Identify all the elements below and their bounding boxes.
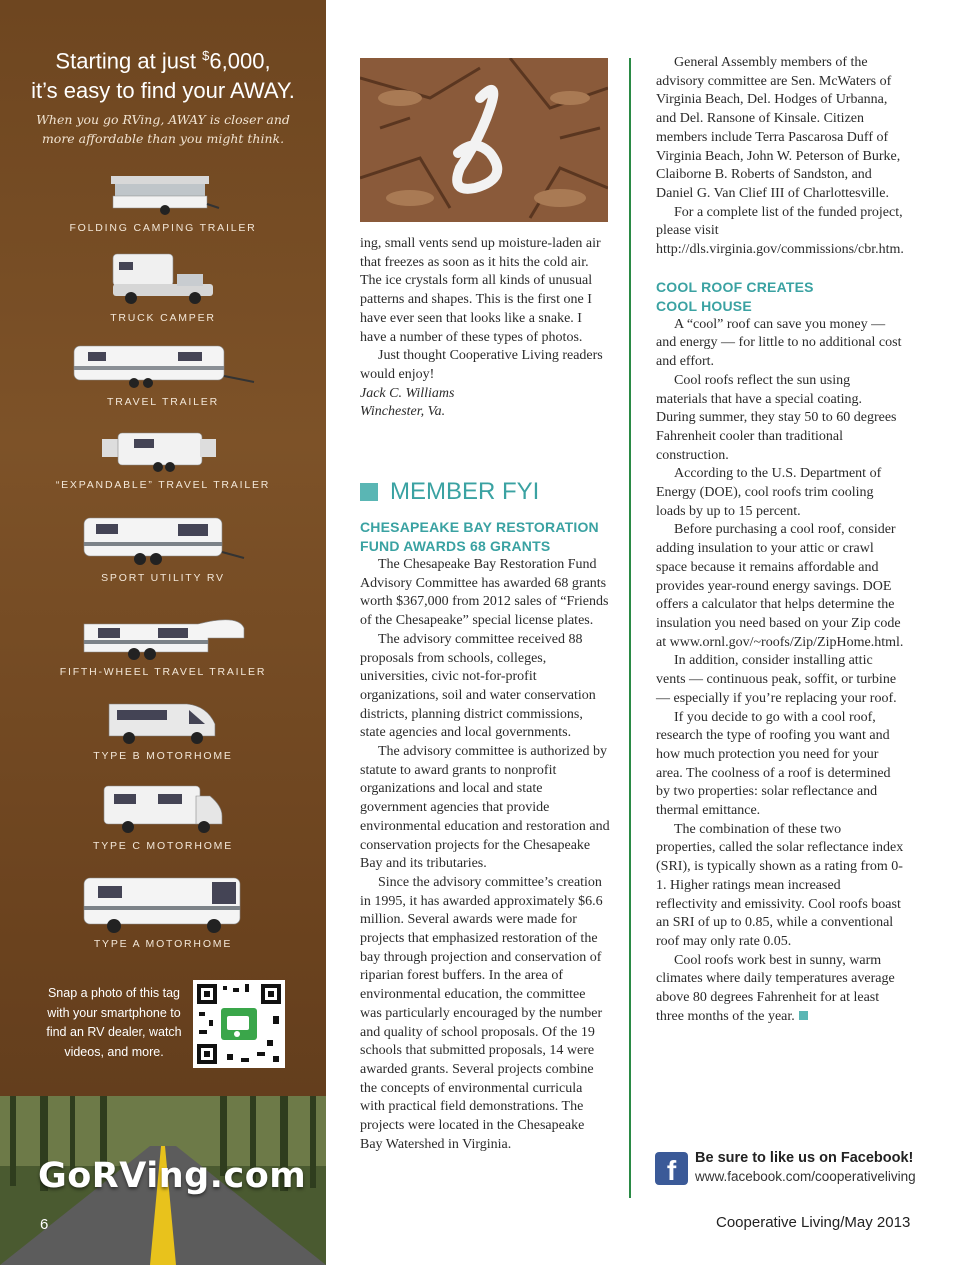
rv-item-type-b [0, 696, 326, 762]
column-divider [629, 58, 631, 1198]
rv-item-travel-trailer [0, 340, 326, 408]
sport-utility-rv-icon [78, 512, 248, 568]
section-square-icon [360, 483, 378, 501]
rv-label: “EXPANDABLE” TRAVEL TRAILER [55, 479, 271, 491]
type-a-motorhome-icon [78, 872, 248, 934]
page-footer: Cooperative Living/May 2013 [716, 1214, 911, 1231]
article-paragraph: A “cool” roof can save you money — and energy — for little to no additional cost and effort. [656, 316, 902, 370]
rv-item-fifth-wheel [0, 606, 326, 678]
qr-code-icon [193, 980, 285, 1068]
article-heading: COOL HOUSE [656, 297, 752, 314]
expandable-trailer-icon [98, 425, 228, 475]
rv-label: TRAVEL TRAILER [107, 396, 219, 408]
article-paragraph: If you decide to go with a cool roof, research the type of roofing you want and how much protection you need for your area. The coolness of a roof is determined by two properties: solar reflectance and thermal emittance. [656, 709, 891, 819]
rv-label: TYPE B MOTORHOME [93, 750, 233, 762]
article-paragraph: The advisory committee received 88 proposals from schools, colleges, universities, civic not-for-profit organizations, soil and water conservation districts, planning district commissions, state agencies and local governments. [360, 631, 596, 741]
facebook-url[interactable]: www.facebook.com/cooperativeliving [695, 1169, 916, 1184]
snake-ice-photo [360, 58, 608, 222]
qr-code[interactable] [193, 980, 285, 1068]
rv-item-type-c [0, 780, 326, 852]
article-paragraph: The Chesapeake Bay Restoration Fund Advisory Committee has awarded 68 grants worth $367,000 from 2012 sales of “Friends of the Chesapeake” special license plates. [360, 557, 609, 629]
article-paragraph: Before purchasing a cool roof, consider adding insulation to your attic or crawl space because it remains affordable and provides year-round energy savings. DOE offers a calculator that helps determine the insulation you need based on your Zip code at www.ornl.gov/~roofs/Zip/ZipHome.html. [656, 522, 904, 650]
article-heading: FUND AWARDS 68 GRANTS [360, 538, 551, 554]
right-column [656, 54, 904, 1026]
letter-column [360, 235, 610, 422]
truck-camper-icon [103, 248, 223, 308]
rv-item-folding [0, 168, 326, 234]
article-heading: COOL ROOF CREATES [656, 278, 814, 295]
fifth-wheel-icon [78, 606, 248, 662]
rv-label: FOLDING CAMPING TRAILER [69, 222, 257, 234]
article-paragraph: The combination of these two properties, called the solar reflectance index (SRI), is typically shown as a rating from 0-1. Higher ratings mean increased reflectivity and emissivity. Cool roofs boast an SRI of up to 0.85, while a conventional roof may only rate 0.05. [656, 821, 904, 949]
end-mark-icon [799, 1011, 808, 1020]
type-c-motorhome-icon [98, 780, 228, 836]
rv-item-expandable [0, 425, 326, 491]
signature-name: Jack C. Williams [360, 385, 455, 401]
article-paragraph: For a complete list of the funded project, please visit http://dls.virginia.gov/commissions/cbr.htm. [656, 204, 904, 258]
qr-instructions: Snap a photo of this tag with your smartphone to find an RV dealer, watch videos, and more. [46, 986, 182, 1059]
letter-paragraph: ing, small vents send up moisture-laden air that freezes as soon as it hits the cold air. The ice crystals form all kinds of unusual patterns and shapes. This is the first one I have ever seen that looks like a snake. I have a number of these types of photos. [360, 236, 601, 345]
ice-snake-photo-icon [360, 58, 608, 222]
article-paragraph: General Assembly members of the advisory committee are Sen. McWaters of Virginia Beach, Del. Hodges of Urbanna, and Del. Ransone of Kinsale. Citizen members include Terra Pascarosa Duff of Virginia Beach, John W. Peterson of Burke, Claiborne B. Roberts of Sandston, and Daniel G. Van Clief III of Charlottesville. [656, 55, 901, 201]
chesapeake-article [360, 518, 610, 1155]
article-heading: CHESAPEAKE BAY RESTORATION [360, 519, 599, 535]
rv-advertisement [0, 0, 326, 1265]
article-paragraph: According to the U.S. Department of Energy (DOE), cool roofs trim cooling loads by up to 15 percent. [656, 466, 882, 519]
rv-label: SPORT UTILITY RV [101, 572, 225, 584]
gorving-logo[interactable]: GoRVing.com [38, 1156, 307, 1196]
rv-label: TYPE C MOTORHOME [92, 840, 234, 852]
section-title: MEMBER FYI [390, 478, 540, 505]
facebook-callout: Be sure to like us on Facebook! [695, 1150, 914, 1166]
ad-subhead: When you go RVing, AWAY is closer and more affordable than you might think. [36, 112, 290, 146]
article-paragraph: The advisory committee is authorized by statute to award grants to nonprofit organizations and local and state government agencies that provide environmental education and restoration and conservation projects for the Chesapeake Bay and its tributaries. [360, 744, 610, 872]
facebook-promo[interactable] [655, 1150, 915, 1190]
rv-item-sport-utility [0, 512, 326, 584]
type-b-motorhome-icon [103, 696, 223, 746]
signature-place: Winchester, Va. [360, 404, 446, 420]
facebook-icon[interactable]: f [655, 1152, 688, 1185]
ad-headline-line2: it’s easy to find your AWAY. [31, 78, 295, 103]
article-paragraph: In addition, consider installing attic vents — continuous peak, soffit, or turbine — especially if you’re replacing your roof. [656, 653, 897, 706]
travel-trailer-icon [68, 340, 258, 392]
rv-label: TRUCK CAMPER [110, 312, 216, 324]
page-number: 6 [40, 1216, 49, 1233]
rv-item-type-a [0, 872, 326, 950]
article-paragraph: Cool roofs reflect the sun using materials that have a special coating. During summer, they stay 50 to 60 degrees Fahrenheit cooler than traditional construction. [656, 372, 897, 463]
rv-item-truck-camper [0, 248, 326, 324]
article-paragraph: Since the advisory committee’s creation in 1995, it has awarded approximately $6.6 million. Several awards were made for projects that emphasized restoration of the bay through projection and conservation of riparian forest buffers. In the area of environmental education, the committee was particularly encouraged by the number and quality of school proposals. Of the 19 schools that submitted proposals, 14 were awarded grants. Several projects combine the concepts of environmental curricula with practical field demonstrations. The projects were located in the Chesapeake Bay Watershed in Virginia. [360, 874, 603, 1152]
ad-headline: Starting at just $6,000, [55, 48, 271, 74]
article-paragraph-last: Cool roofs work best in sunny, warm climates where daily temperatures average above 80 degrees Fahrenheit for at least three months of the year. [656, 952, 895, 1024]
letter-paragraph: Just thought Cooperative Living readers would enjoy! [360, 348, 603, 382]
rv-label: FIFTH-WHEEL TRAVEL TRAILER [59, 666, 267, 678]
rv-label: TYPE A MOTORHOME [93, 938, 233, 950]
folding-trailer-icon [103, 168, 223, 218]
